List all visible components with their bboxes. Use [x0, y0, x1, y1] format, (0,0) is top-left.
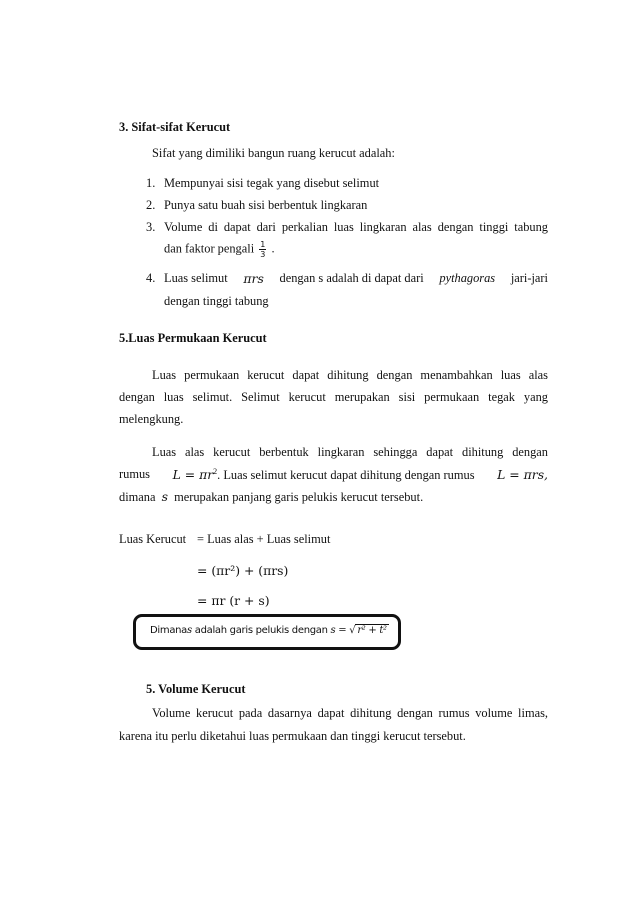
fraction-one-third: $\frac{1}{3}$ — [260, 240, 266, 259]
section-5-title: 5.Luas Permukaan Kerucut — [119, 331, 267, 345]
section-3-intro: Sifat yang dimiliki bangun ruang kerucut adalah: — [152, 146, 395, 160]
section-5-volume-title: 5. Volume Kerucut — [146, 682, 246, 696]
list-item-number: 3. — [146, 220, 156, 234]
sqrt-expression: r² + t² — [357, 625, 387, 636]
list-item: Volume di dapat dari perkalian luas lingkaran alas dengan tinggi tabung — [164, 220, 548, 234]
list-item-continuation: dan faktor pengali $\frac{1}{3}$ . — [164, 240, 275, 259]
list-item-continuation: dengan tinggi tabung — [164, 294, 269, 308]
section-3-title: 3. Sifat-sifat Kerucut — [119, 120, 231, 134]
list-item: Luas selimut πrs dengan s adalah di dapat dari pythagoras jari-jari — [164, 271, 548, 286]
list-item-number: 1. — [146, 176, 156, 190]
paragraph-line: melengkung. — [119, 412, 184, 426]
list-item-number: 2. — [146, 198, 156, 212]
paragraph-line: Luas permukaan kerucut dapat dihitung dengan menambahkan luas alas — [152, 368, 548, 382]
formula-line: = πr (r + s) — [197, 593, 270, 608]
formula-label: Luas Kerucut — [119, 532, 187, 546]
formula-line: = Luas alas + Luas selimut — [197, 532, 331, 546]
paragraph-line: Volume kerucut pada dasarnya dapat dihitung dengan rumus volume limas, — [152, 706, 548, 720]
paragraph-line: dengan luas selimut. Selimut kerucut merupakan sisi permukaan tegak yang — [119, 390, 548, 404]
list-item: Mempunyai sisi tegak yang disebut selimut — [164, 176, 380, 190]
paragraph-line: karena itu perlu diketahui luas permukaan dan tinggi kerucut tersebut. — [119, 729, 466, 743]
formula-line: = (πr²) + (πrs) — [197, 563, 289, 578]
paragraph-line: rumus $L = \pi r^2$. Luas selimut kerucut dapat dihitung dengan rumus L = πrs, — [119, 466, 548, 482]
paragraph-line: Luas alas kerucut berbentuk lingkaran sehingga dapat dihitung dengan — [152, 445, 548, 459]
note-box — [133, 614, 401, 650]
list-item-number: 4. — [146, 271, 156, 285]
list-item: Punya satu buah sisi berbentuk lingkaran — [164, 198, 368, 212]
note-box-text: Dimanas adalah garis pelukis dengan s = √ r² + t² — [150, 625, 387, 636]
paragraph-line: dimana s merupakan panjang garis pelukis kerucut tersebut. — [119, 489, 424, 504]
